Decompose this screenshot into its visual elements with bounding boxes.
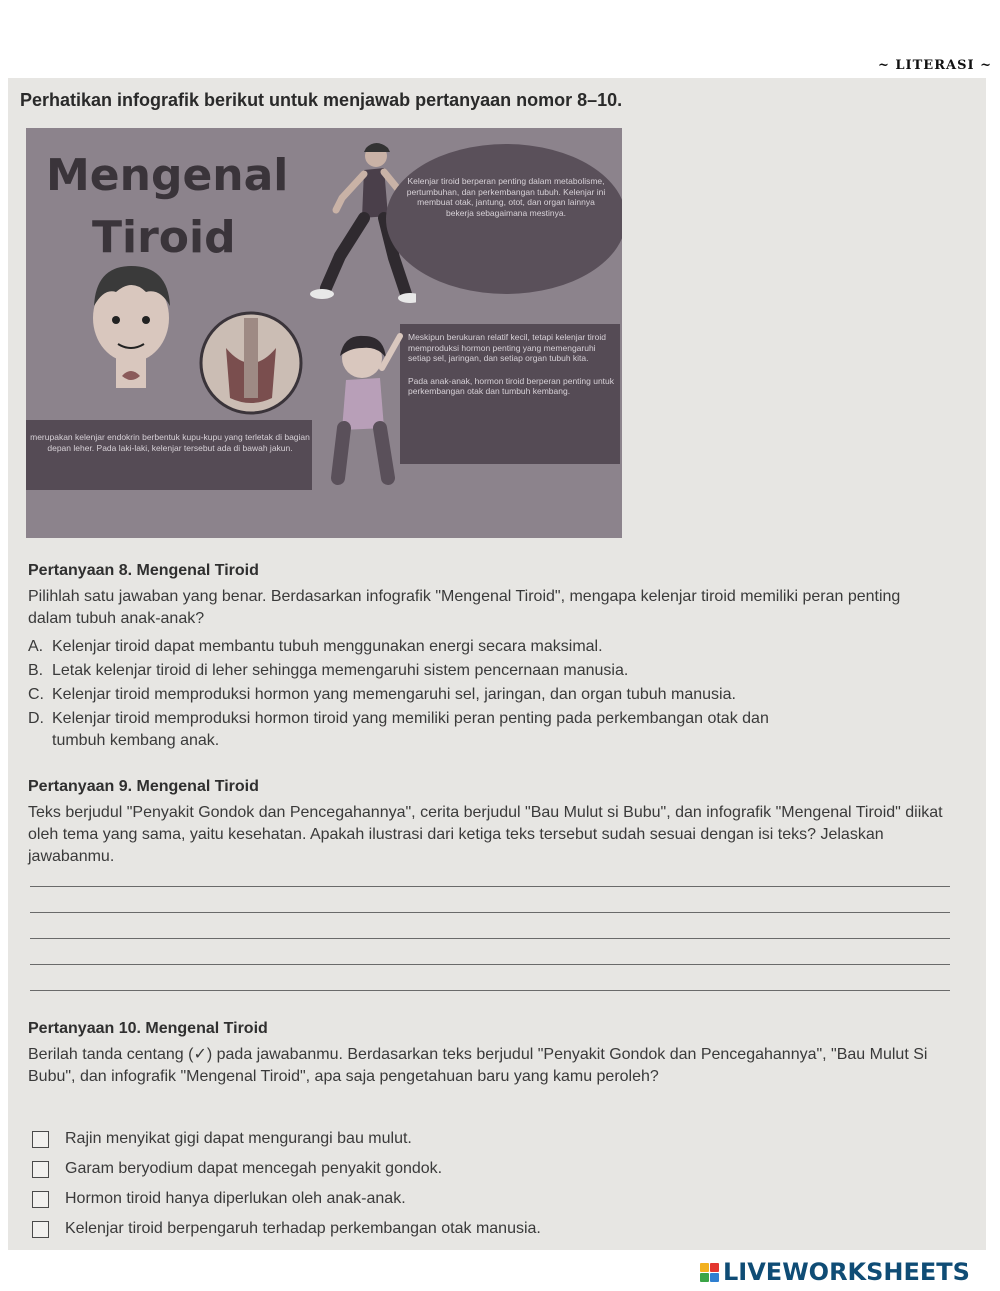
logo-text: LIVEWORKSHEETS: [723, 1258, 970, 1286]
q8-option-d[interactable]: [28, 708, 958, 752]
q8-option-d-letter: D.: [28, 710, 44, 727]
info-bubble-top-text: Kelenjar tiroid berperan penting dalam metabolisme, pertumbuhan, dan perkembangan tubuh. Kelenjar ini membuat otak, jantung, otot, dan organ lainnya bekerja sebagaimana mestinya.: [406, 176, 606, 218]
info-box-middle-p1: Meskipun berukuran relatif kecil, tetapi kelenjar tiroid memproduksi hormon penting yang memengaruhi setiap sel, jaringan, dan setiap organ tubuh kita.: [408, 332, 606, 363]
logo-cell-4: [710, 1273, 719, 1282]
q10-checkbox-2[interactable]: [32, 1161, 49, 1178]
q9-question: Teks berjudul "Penyakit Gondok dan Pencegahannya", cerita berjudul "Bau Mulut si Bubu", dan infografik "Mengenal Tiroid" diikat oleh tema yang sama, yaitu kesehatan. Apakah ilustrasi dari ketiga teks tersebut sudah sesuai dengan isi teks? Jelaskan jawabanmu.: [28, 804, 943, 865]
q10-option-4-text: Kelenjar tiroid berpengaruh terhadap perkembangan otak manusia.: [65, 1220, 541, 1237]
logo-cell-2: [710, 1263, 719, 1272]
girl-illustration: [322, 328, 412, 498]
logo-cell-3: [700, 1273, 709, 1282]
infographic-title-line1: Mengenal: [46, 150, 289, 201]
q8-option-c[interactable]: [28, 684, 958, 706]
boy-illustration: [76, 248, 186, 408]
q8-option-a[interactable]: [28, 636, 958, 658]
q8-option-d-continued: tumbuh kembang anak.: [52, 732, 220, 749]
worksheet-page: [8, 78, 986, 1250]
q9-answer-line-1[interactable]: [30, 886, 950, 887]
q8-option-b-letter: B.: [28, 662, 44, 679]
infographic-title-line2: Tiroid: [92, 212, 236, 263]
q8-title: Pertanyaan 8. Mengenal Tiroid: [28, 562, 259, 579]
q8-option-c-letter: C.: [28, 686, 44, 703]
logo-grid-icon: [700, 1263, 719, 1282]
info-box-left: [26, 420, 312, 490]
q10-option-2[interactable]: [32, 1160, 442, 1178]
logo-cell-1: [700, 1263, 709, 1272]
q9-answer-line-4[interactable]: [30, 964, 950, 965]
info-box-left-text: merupakan kelenjar endokrin berbentuk kupu-kupu yang terletak di bagian depan leher. Pada laki-laki, kelenjar tersebut ada di bawah jakun.: [30, 432, 310, 453]
q8-question: Pilihlah satu jawaban yang benar. Berdasarkan infografik "Mengenal Tiroid", mengapa kelenjar tiroid memiliki peran penting dalam tubuh anak-anak?: [28, 588, 901, 627]
header-tag: ~ LITERASI ~: [877, 58, 992, 73]
info-bubble-top: [386, 144, 622, 294]
q10-option-1-text: Rajin menyikat gigi dapat mengurangi bau mulut.: [65, 1130, 412, 1147]
q8-option-b[interactable]: [28, 660, 958, 682]
q10-option-4[interactable]: [32, 1220, 541, 1238]
info-box-middle-p2: Pada anak-anak, hormon tiroid berperan penting untuk perkembangan otak dan tumbuh kembang.: [408, 375, 615, 396]
q8-option-a-letter: A.: [28, 638, 44, 655]
q10-option-1[interactable]: [32, 1130, 412, 1148]
q10-option-2-text: Garam beryodium dapat mencegah penyakit gondok.: [65, 1160, 443, 1177]
q10-checkbox-4[interactable]: [32, 1221, 49, 1238]
q9-title: Pertanyaan 9. Mengenal Tiroid: [28, 778, 259, 795]
q8-option-d-text: Kelenjar tiroid memproduksi hormon tiroid yang memiliki peran penting pada perkembangan otak dan: [52, 710, 769, 727]
q9-answer-line-3[interactable]: [30, 938, 950, 939]
intro-instruction: Perhatikan infografik berikut untuk menjawab pertanyaan nomor 8–10.: [20, 90, 623, 110]
q9-answer-line-5[interactable]: [30, 990, 950, 991]
q10-option-3[interactable]: [32, 1190, 406, 1208]
q10-checkbox-3[interactable]: [32, 1191, 49, 1208]
q10-title: Pertanyaan 10. Mengenal Tiroid: [28, 1020, 268, 1037]
thyroid-zoom-icon: [196, 308, 306, 418]
q8-option-b-text: Letak kelenjar tiroid di leher sehingga memengaruhi sistem pencernaan manusia.: [52, 662, 629, 679]
q9-answer-line-2[interactable]: [30, 912, 950, 913]
q10-checkbox-1[interactable]: [32, 1131, 49, 1148]
infographic-mengenal-tiroid: [26, 128, 622, 538]
q8-option-c-text: Kelenjar tiroid memproduksi hormon yang memengaruhi sel, jaringan, dan organ tubuh manusia.: [52, 686, 736, 703]
info-box-middle-text: [408, 332, 616, 409]
liveworksheets-logo[interactable]: [700, 1258, 970, 1286]
q10-question: Berilah tanda centang (✓) pada jawabanmu. Berdasarkan teks berjudul "Penyakit Gondok dan Pencegahannya", "Bau Mulut Si Bubu", dan infografik "Mengenal Tiroid", apa saja pengetahuan baru yang kamu peroleh?: [28, 1046, 928, 1085]
q10-option-3-text: Hormon tiroid hanya diperlukan oleh anak-anak.: [65, 1190, 406, 1207]
q8-option-a-text: Kelenjar tiroid dapat membantu tubuh menggunakan energi secara maksimal.: [52, 638, 603, 655]
